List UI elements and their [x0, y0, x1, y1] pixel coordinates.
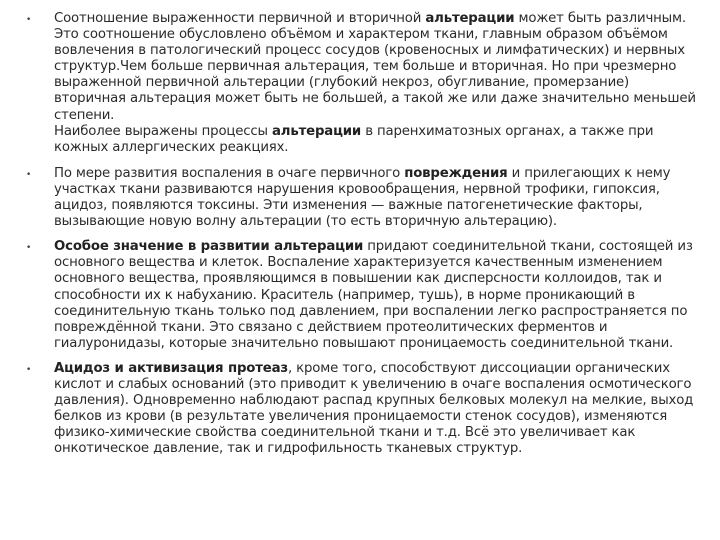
bullet-item-2: [26, 166, 696, 230]
bold-term: повреждения: [404, 165, 508, 181]
bold-term: Особое значение в развитии альтерации: [54, 239, 364, 255]
bullet-text: [54, 239, 696, 352]
bold-term: альтерации: [272, 123, 362, 139]
text-run: Соотношение выраженности первичной и вторичной: [54, 11, 426, 26]
text-run: , кроме того, способствуют диссоциации органических кислот и слабых оснований (это приводит к увеличению в очаге воспаления осмотического давления). Одновременно наблюдают распад крупных белковых молекул на мелкие, выход белков из крови (в результате увеличения проницаемости стенок сосудов), изменяются физико-химические свойства соединительной ткани и т.д. Всё это увеличивает как онкотическое давление, так и гидрофильность тканевых структур.: [54, 360, 694, 457]
bullet-text: [54, 166, 696, 230]
bullet-item-4: [26, 361, 696, 458]
text-run: По мере развития воспаления в очаге первичного: [54, 165, 405, 181]
text-run: придают соединительной ткани, состоящей из основного вещества и клеток. Воспаление характеризуется качественным изменением основного вещества, проявляющимся в повышении как дисперсности коллоидов, так и способности их к набуханию. Краситель (например, тушь), в норме проникающий в соединительную ткань только под давлением, при воспалении легко распространяется по повреждённой ткани. Это связано с действием протеолитических ферментов и гиалуронидазы, которые значительно повышают проницаемость соединительной ткани.: [54, 239, 693, 351]
bullet-text: [54, 361, 696, 458]
text-run: в паренхиматозных органах, а также при кожных аллергических реакциях.: [54, 123, 654, 155]
bullet-list: [26, 11, 696, 457]
text-run: Наиболее выражены процессы: [54, 123, 273, 139]
bullet-dot-icon: •: [26, 243, 32, 254]
bullet-text: [54, 11, 696, 156]
bold-term: Ацидоз и активизация протеаз: [54, 360, 288, 376]
bold-term: альтерации: [425, 11, 515, 26]
bullet-item-3: [26, 239, 696, 352]
bullet-item-1: [26, 11, 696, 156]
bullet-dot-icon: •: [26, 15, 32, 25]
text-run: может быть различным. Это соотношение обусловлено объёмом и характером ткани, главным образом объёмом вовлечения в патологический процесс сосудов (кровеносных и лимфатических) и нервных структур.Чем больше первичная альтерация, тем больше и вторичная. Но при чрезмерно выраженной первичной альтерации (глубокий некроз, обугливание, промерзание) вторичная альтерация может быть не большей, а такой же или даже значительно меньшей степени.: [54, 11, 696, 123]
text-run: и прилегающих к нему участках ткани развиваются нарушения кровообращения, нервной трофики, гипоксия, ацидоз, появляются токсины. Эти изменения — важные патогенетические факторы, вызывающие новую волну альтерации (то есть вторичную альтерацию).: [54, 165, 671, 230]
bullet-dot-icon: •: [26, 364, 32, 375]
bullet-dot-icon: •: [26, 169, 32, 180]
